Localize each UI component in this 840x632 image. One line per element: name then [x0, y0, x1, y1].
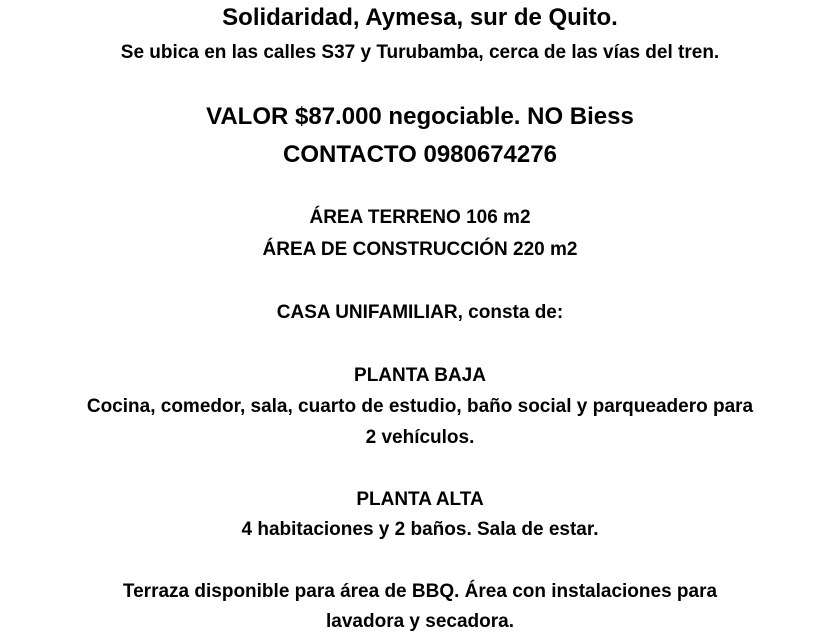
upper-floor-description: 4 habitaciones y 2 baños. Sala de estar.	[241, 519, 599, 540]
location-heading: Solidaridad, Aymesa, sur de Quito.	[222, 4, 618, 31]
extras-line-1: Terraza disponible para área de BBQ. Área con instalaciones para	[122, 581, 718, 602]
ground-floor-title: PLANTA BAJA	[354, 365, 486, 386]
upper-floor-title: PLANTA ALTA	[356, 489, 484, 510]
contact-line: CONTACTO 0980674276	[283, 141, 557, 168]
ground-floor-description-1: Cocina, comedor, sala, cuarto de estudio, baño social y parqueadero para	[86, 396, 754, 417]
price-line: VALOR $87.000 negociable. NO Biess	[206, 103, 634, 130]
address-line: Se ubica en las calles S37 y Turubamba, cerca de las vías del tren.	[120, 42, 720, 63]
house-intro: CASA UNIFAMILIAR, consta de:	[276, 302, 564, 323]
ground-floor-description-2: 2 vehículos.	[365, 427, 475, 448]
construction-area: ÁREA DE CONSTRUCCIÓN 220 m2	[262, 239, 578, 260]
extras-line-2: lavadora y secadora.	[326, 611, 514, 632]
land-area: ÁREA TERRENO 106 m2	[309, 207, 531, 228]
